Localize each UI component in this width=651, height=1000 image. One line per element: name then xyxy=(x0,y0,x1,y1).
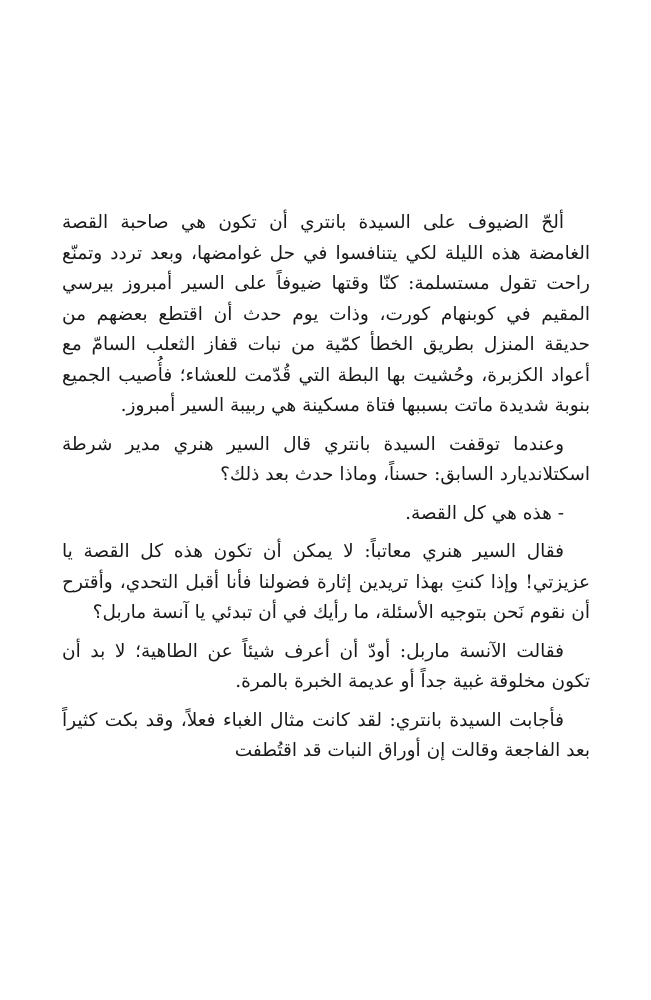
paragraph-story-intro: ألحّ الضيوف على السيدة بانتري أن تكون هي صاحبة القصة الغامضة هذه الليلة لكي يتنافسوا في حل غوامضها، وبعد تردد وتمنّع راحت تقول مستسلمة: كنّا وقتها ضيوفاً على السير أمبروز بيرسي المقيم في كوبنهام كورت، وذات يوم حدث أن اقتطع بعضهم من حديقة المنزل بطريق الخطأ كمّية من نبات قفاز الثعلب السامّ مع أعواد الكزبرة، وحُشيت بها البطة التي قُدّمت للعشاء؛ فأُصيب الجميع بنوبة شديدة ماتت بسببها فتاة مسكينة هي ربيبة السير أمبروز. xyxy=(62,212,590,416)
paragraph-sir-henry-question: وعندما توقفت السيدة بانتري قال السير هنري مدير شرطة اسكتلانديارد السابق: حسناً، وماذا حدث بعد ذلك؟ xyxy=(62,433,590,485)
paragraph-miss-marple-cook: فقالت الآنسة ماربل: أودّ أن أعرف شيئاً عن الطاهية؛ لا بد أن تكون مخلوقة غبية جداً أو عديمة الخبرة بالمرة. xyxy=(62,640,590,692)
paragraph-end-of-story: - هذه هي كل القصة. xyxy=(405,502,564,524)
paragraph-sir-henry-challenge: فقال السير هنري معاتباً: لا يمكن أن تكون هذه كل القصة يا عزيزتي! وإذا كنتِ بهذا تريدين إثارة فضولنا فأنا أقبل التحدي، وأقترح أن نقوم نَحن بتوجيه الأسئلة، ما رأيك في أن تبدئي يا آنسة ماربل؟ xyxy=(62,541,590,623)
paragraph-mrs-bantry-reply: فأجابت السيدة بانتري: لقد كانت مثال الغباء فعلاً، وقد بكت كثيراً بعد الفاجعة وقالت إن أوراق النبات قد اقتُطفت xyxy=(62,709,590,761)
book-page-text xyxy=(62,208,590,775)
